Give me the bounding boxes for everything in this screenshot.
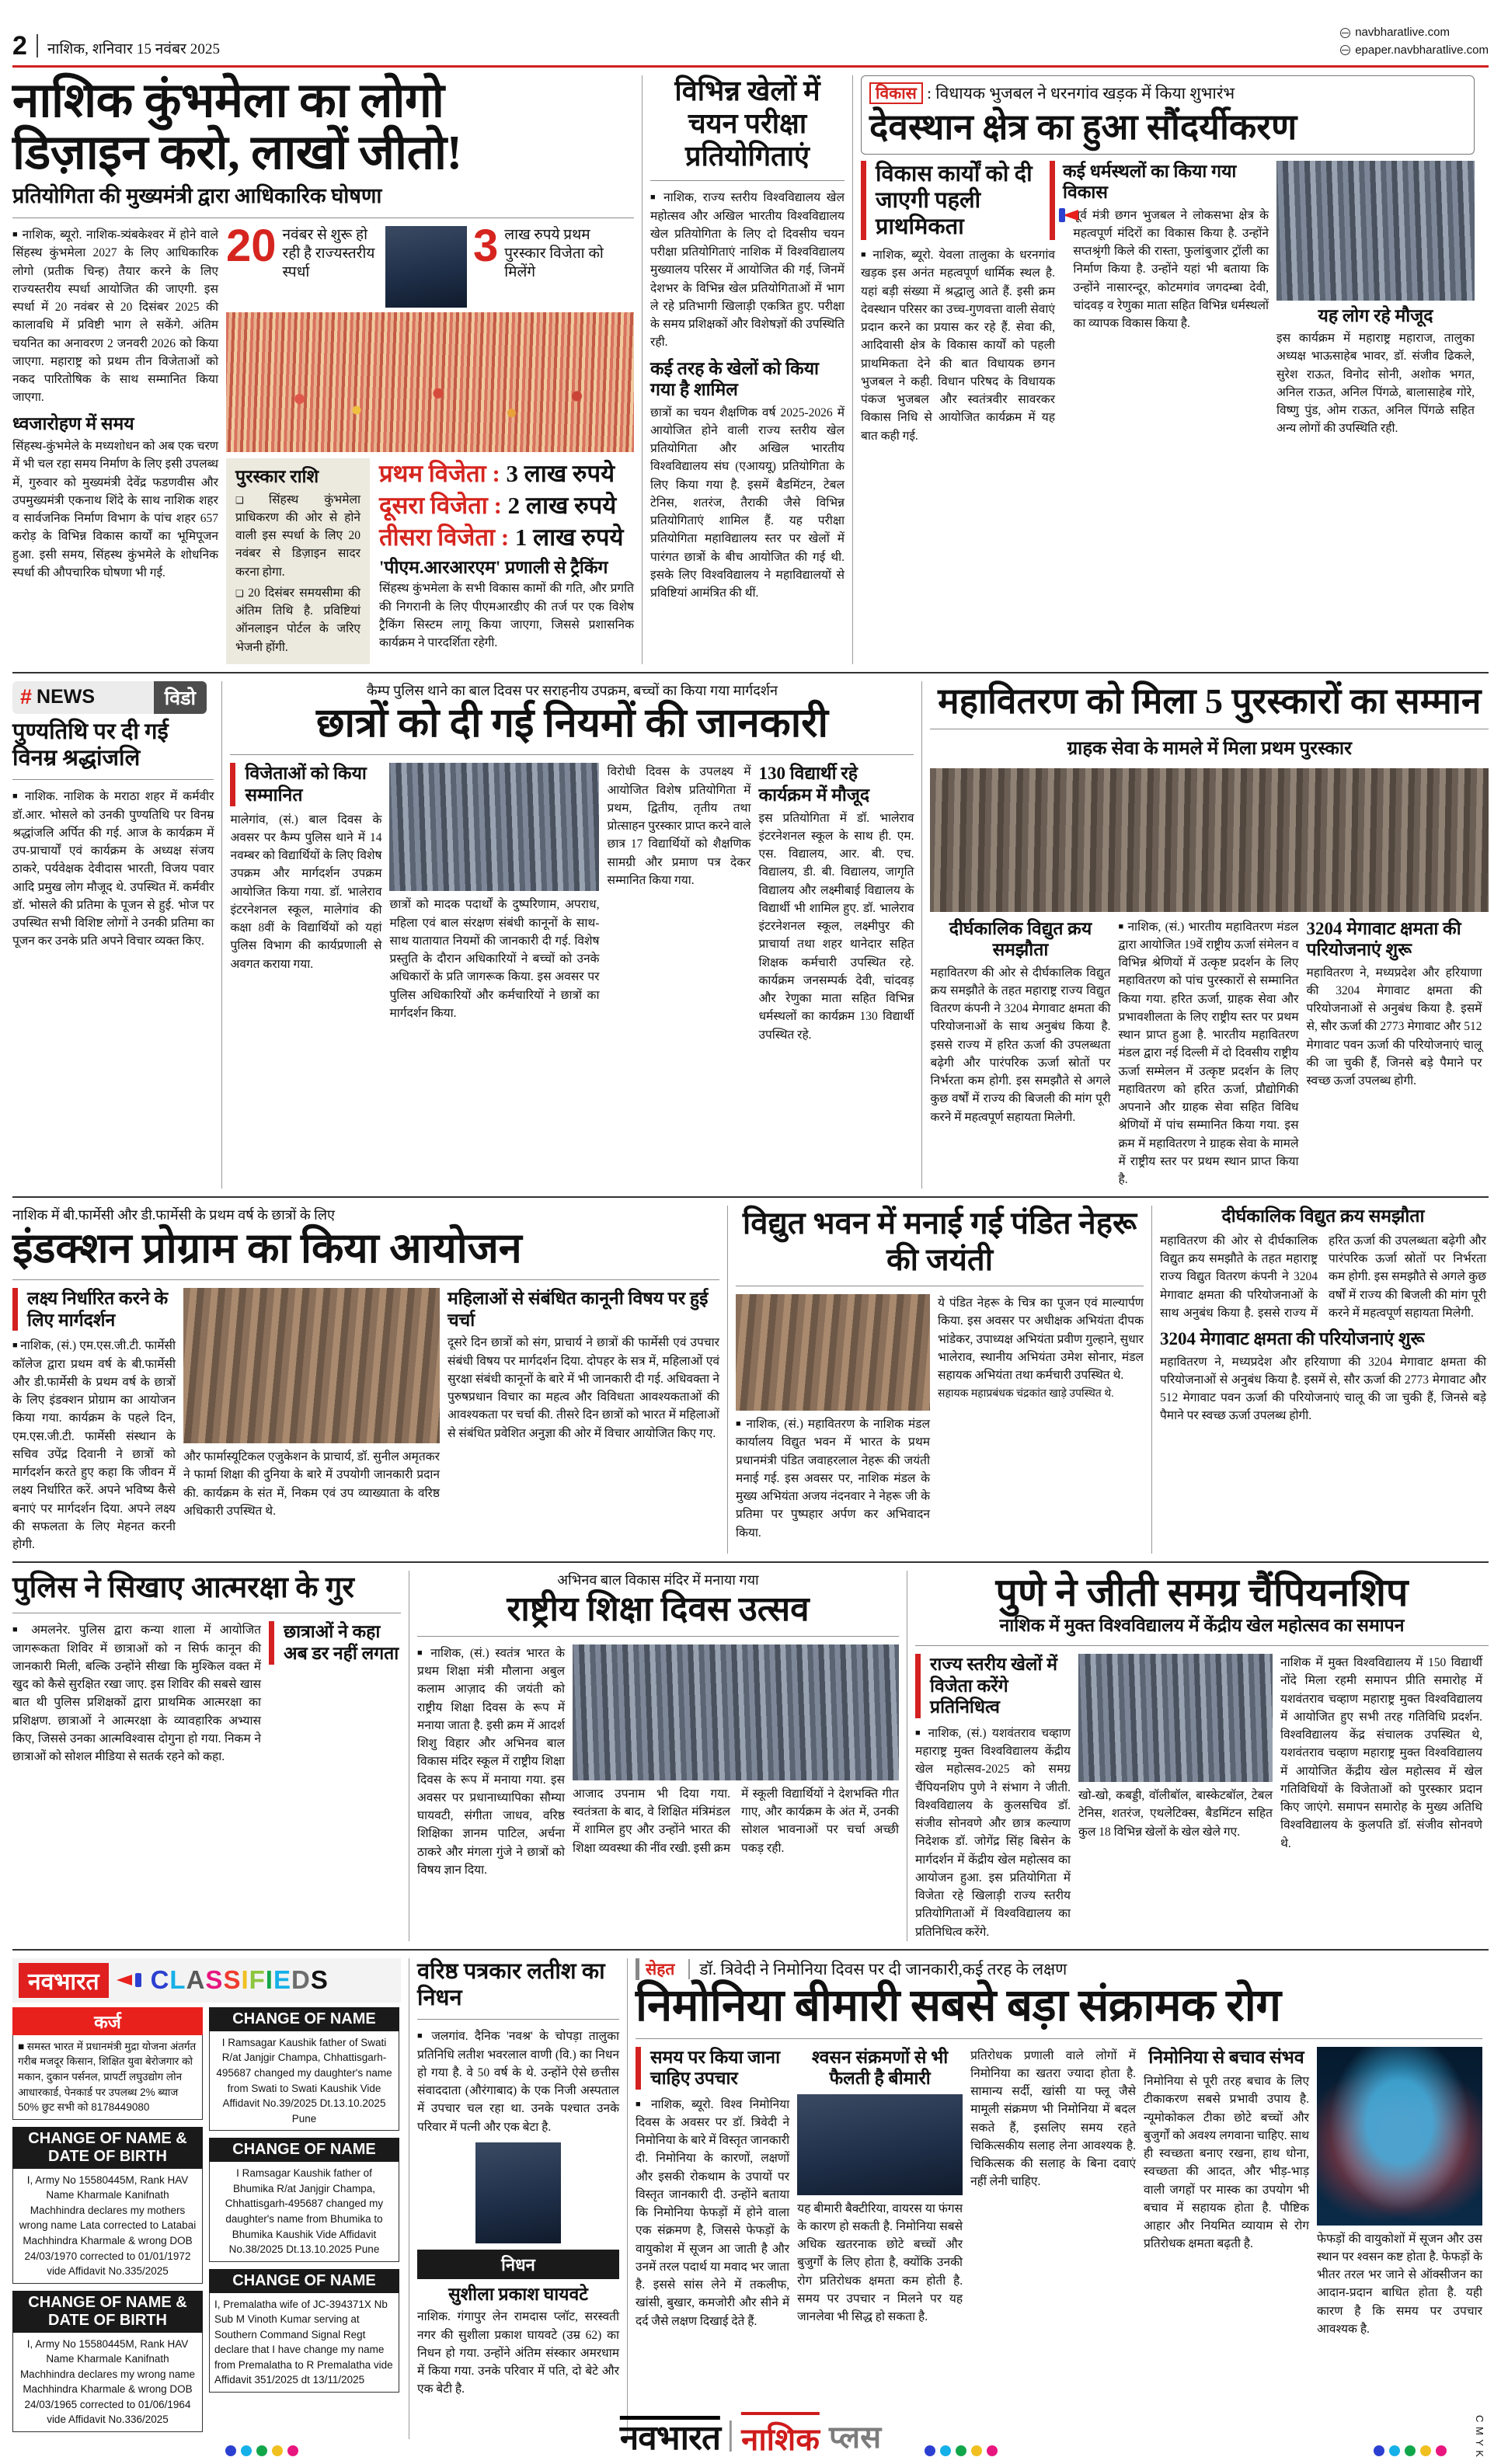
- classified-ad-head: CHANGE OF NAME: [209, 2269, 399, 2293]
- induction-headline: इंडक्शन प्रोग्राम का किया आयोजन: [12, 1224, 522, 1272]
- cls-letter: C: [150, 1965, 170, 1995]
- mv-cont-title: दीर्घकालिक विद्युत क्रय समझौता: [1221, 1206, 1425, 1227]
- stat-2-number: 3: [473, 221, 499, 271]
- column-separator: [221, 681, 222, 1188]
- lead-subhead: प्रतियोगिता की मुख्यमंत्री द्वारा आधिकारिक घोषणा: [12, 183, 382, 207]
- rule: [12, 779, 214, 780]
- induction-body2: दूसरे दिन छात्रों को संग, प्राचार्य ने छात्रों की फार्मेसी एवं उपचार संबंधी विषय पर मार्गदर्शन दिया. दोपहर के सत्र में, महिलाओं एवं सुरक्षा संबंधी कानूनों के बारे में भी जानकारी दी गई. अधिवक्ता ने पुरुषप्रधान विचार का महत्व और विविधता आवश्यकताओं की आवश्यकता पर चर्चा की. तीसरे दिन छात्रों को भारत में महिलाओं से संबंधित प्रवेशित अनुज्ञा की ओर में विचार आयोजित किए गए.: [448, 1336, 719, 1440]
- rule: [650, 180, 845, 181]
- prize-value: 1 लाख रुपये: [514, 523, 624, 551]
- shraddhanjali-headline: पुण्यतिथि पर दी गई विनम्र श्रद्धांजलि: [12, 719, 169, 771]
- classified-ad: [209, 2138, 399, 2261]
- induction-sub2-title: महिलाओं से संबंधित कानूनी विषय पर हुई चर्चा: [448, 1289, 709, 1330]
- hash-icon: #: [20, 685, 33, 709]
- pune-story: [915, 1571, 1489, 1941]
- classified-ad-body: I, Premalatha wife of JC-394371X Nb Sub M Vinoth Kumar serving at Southern Command Signal Regt declare that I have change my name from Premalatha to R Premalatha vide Affidavit 351/2025 dt 13/11/2025: [209, 2293, 399, 2393]
- prize-label: तीसरा विजेता :: [379, 523, 510, 551]
- rule: [12, 1279, 719, 1280]
- atmaraksha-callout-text: छात्राओं ने कहा अब डर नहीं लगता: [284, 1622, 399, 1663]
- rule: [636, 2038, 1482, 2039]
- induction-body3: और फार्मास्यूटिकल एजुकेशन के प्राचार्य, डॉ. सुनील अमृतकर ने फार्मा शिक्षा की दुनिया के बारे में उपयोगी जानकारी प्रदान की. कार्यक्रम के संत में, निकम एवं उप व्याख्याता के वरिष्ठ अधिकारी उपस्थित थे.: [183, 1450, 440, 1518]
- health-kicker-row: [636, 1958, 1482, 1980]
- sports-sub-body: छात्रों का चयन शैक्षणिक वर्ष 2025-2026 में आयोजित होने वाली राज्य स्तरीय खेल प्रतियोगिता और अखिल भारतीय विश्वविद्यालय संघ (एआययू) प्रतियोगिता के लिए किया गया है. इसमें बैडमिंटन, टेबल टेनिस, शतरंज, तैराकी जैसे विभिन्न प्रतियोगिताएं शामिल हैं. यह परीक्षा प्रतियोगिता महाविद्यालय स्तर पर खेलों में पारंगत छात्रों के बीच आयोजित की गई थी. इसके लिए विश्वविद्यालय ने महाविद्यालयों से प्रविष्टियां आमंत्रित की थीं.: [650, 405, 845, 600]
- nehru-body: ■ नाशिक, (सं.) महावितरण के नाशिक मंडल कार्यालय विद्युत भवन में भारत के प्रथम प्रधानमंत्री पंडित जवाहरलाल नेहरू की जयंती मनाई गई. इस अवसर पर, नाशिक मंडल के मुख्य अभियंता अजय नंदनवार ने नेहरू जी के प्रतिमा पर पुष्पहार अर्पण कर अभिवादन किया.: [736, 1415, 930, 1542]
- vikas-left-col: [861, 161, 1055, 445]
- induction-content-row: [12, 1288, 719, 1554]
- mv-cont-sub-body: महावितरण ने, मध्यप्रदेश और हरियाणा की 3204 मेगावाट क्षमता की परियोजनाओं से अनुबंध किया है. इसमें से, सौर ऊर्जा की 2773 मेगावाट और 512 मेगावाट पवन ऊर्जा की परियोजनाएं चालू की जा चुकी हैं, जिनसे बड़े पैमाने पर स्वच्छ ऊर्जा उपलब्ध होगी.: [1160, 1355, 1486, 1423]
- mahavitaran-body: ■ नाशिक, (सं.) भारतीय महावितरण मंडल द्वारा आयोजित 19वें राष्ट्रीय ऊर्जा संमेलन व विभिन्न श्रेणियों में उत्कृष्ट प्रदर्शन के लिए महावितरण को पांच पुरस्कारों से सम्मानित किया गया. हरित ऊर्जा, ग्राहक सेवा और प्रभावशीलता के लिए राष्ट्रीय स्तर पर प्रथम स्थान प्राप्त हुआ है. भारतीय महावितरण मंडल द्वारा नई दिल्ली में दो दिवसीय राष्ट्रीय ऊर्जा सम्मेलन में उत्कृष्ट प्रदर्शन के लिए महावितरण को हरित ऊर्जा, प्रौद्योगिकी अपनाने और ग्राहक सेवा सहित विविध श्रेणियों में पांच सम्मानित किया गया. इस क्रम में महावितरण ने ग्राहक सेवा के मामले में राष्ट्रीय स्तर पर प्रथम स्थान प्राप्त किया है.: [1118, 918, 1298, 1189]
- classifieds-logo: नवभारत: [19, 1963, 109, 1998]
- vikas-callout: [861, 161, 1055, 241]
- mahavitaran-headline: महावितरण को मिला 5 पुरस्कारों का सम्मान: [938, 680, 1482, 721]
- health-tag: सेहत: [636, 1958, 679, 1980]
- mahavitaran-sub1-title: दीर्घकालिक विद्युत क्रय समझौता: [949, 918, 1092, 960]
- classified-ad: [12, 2007, 203, 2120]
- health-col-4: [1144, 2047, 1309, 2339]
- chhatron-col-3: [607, 763, 750, 1043]
- induction-story: [12, 1206, 719, 1554]
- stat-1-number: 20: [226, 221, 277, 271]
- journalist-headline: वरिष्ठ पत्रकार लतीश का निधन: [417, 1958, 605, 2011]
- chhatron-body2: विरोधी दिवस के उपलक्ष्य में आयोजित विशेष प्रतियोगिता में प्रथम, द्वितीय, तृतीय तथा प्रोत्साहन पुरस्कार प्राप्त करने वाले छात्र 17 विद्यार्थियों को शैक्षणिक सामग्री और प्रमाण पत्र देकर सम्मानित किया गया.: [607, 765, 751, 887]
- classified-ad-head: CHANGE OF NAME & DATE OF BIRTH: [12, 2127, 203, 2169]
- masthead-red-rule: [12, 65, 1489, 68]
- vikas-kicker: [869, 82, 1466, 104]
- shiksha-row: [417, 1644, 899, 1879]
- cls-letter: A: [186, 1965, 206, 1995]
- mahavitaran-continued: [1160, 1206, 1486, 1554]
- prize-amount-box: [226, 458, 370, 664]
- obit-body: नाशिक. गंगापुर लेन रामदास प्लॉट, सरस्वती नगर की सुशीला प्रकाश घायवटे (उम्र 62) का निधन हो गया. उन्होंने अंतिम संस्कार अमरधाम में किया गया. उनके परिवार में पति, दो बेटे और एक बेटी है.: [417, 2310, 619, 2396]
- mahavitaran-col-1: [930, 918, 1110, 1189]
- rule: [230, 754, 914, 755]
- mv-cont-sub-title: 3204 मेगावाट क्षमता की परियोजनाएं शुरू: [1160, 1329, 1425, 1349]
- health-body: ■ नाशिक, ब्यूरो. विश्व निमोनिया दिवस के अवसर पर डॉ. त्रिवेदी ने निमोनिया के बारे में विस्तृत जानकारी दी. निमोनिया के कारणों, लक्षणों और इसकी रोकथाम के उपायों पर विस्तृत जानकारी दी. उन्होंने बताया कि निमोनिया फेफड़ों में होने वाला एक संक्रमण है, जिससे फेफड़ों के वायुकोश में सूजन आ जाती है और उनमें तरल पदार्थ या मवाद भर जाता है. इससे सांस लेने में तकलीफ, खांसी, बुखार, कमजोरी और सीने में दर्द जैसे लक्षण दिखाई देते हैं.: [636, 2096, 789, 2330]
- vikas-tag-line: : विधायक भुजबल ने धरनगांव खड़क में किया शुभारंभ: [927, 84, 1235, 103]
- prize-label: दूसरा विजेता :: [379, 491, 502, 519]
- news-label: NEWS: [37, 686, 96, 708]
- chhatron-col-4: [758, 763, 914, 1043]
- news-video-column: [12, 681, 214, 1188]
- kumbh-crowd-photo: [226, 312, 634, 452]
- website-row-1[interactable]: [1340, 24, 1489, 42]
- chhatron-col-1: [230, 763, 381, 1043]
- column-separator: [1151, 1206, 1152, 1554]
- mahavitaran-sub1-body: महावितरण की ओर से दीर्घकालिक विद्युत क्रय समझौते के तहत महाराष्ट्र राज्य विद्युत वितरण कंपनी ने 3204 मेगावाट क्षमता की परियोजनाओं के साथ अनुबंध किया है. इससे राज्य में हरित ऊर्जा की उपलब्धता बढ़ेगी और पारंपरिक ऊर्जा स्रोतों पर निर्भरता कम होगी. इस समझौते से अगले कुछ वर्षों में राज्य की बिजली की मांग पूरी करने में महत्वपूर्ण सहायता मिलेगी.: [930, 966, 1111, 1124]
- page-number: 2: [12, 31, 27, 61]
- website-row-2[interactable]: [1340, 42, 1489, 60]
- atmaraksha-callout: [269, 1621, 401, 1664]
- sports-body: ■ नाशिक, राज्य स्तरीय विश्वविद्यालय खेल महोत्सव और अखिल भारतीय विश्वविद्यालय खेल प्रतियोगिता के लिए दो दिवसीय चयन परीक्षा प्रतियोगिताएं नाशिक में विश्वविद्यालय मुख्यालय परिसर में आयोजित की गई, जिनमें देशभर के विभिन्न खेल प्रतियोगिताओं में भाग ले रहे प्रतिभागी खिलाड़ी एकत्रित हुए. परीक्षा के समय प्रशिक्षकों और विशेषज्ञों की उपस्थिति रही.: [650, 189, 845, 351]
- lead-stats-row: [226, 221, 634, 308]
- prize-value: 2 लाख रुपये: [507, 491, 617, 519]
- column-separator: [921, 681, 922, 1188]
- atmaraksha-callout-col: [269, 1621, 401, 1766]
- globe-icon: [1340, 45, 1350, 55]
- cls-letter: I: [265, 1965, 273, 1995]
- pune-body2: नाशिक में मुक्त विश्वविद्यालय में 150 विद्यार्थी नोंदे मिला रहमी समापन प्रीति समारोह में यशवंतराव चव्हाण महाराष्ट्र मुक्त विश्वविद्यालय में आयोजित हुए सभी तरह गतिविधि प्रदर्शन. विश्वविद्यालय केंद्र संचालक उपस्थित थे, यशवंतराव चव्हाण महाराष्ट्र मुक्त विश्वविद्यालय में आयोजित केंद्रीय खेल महोत्सव में खेल गतिविधियों के विजेताओं को पुरस्कार प्रदान किए जाएंगे. समापन समारोह के मुख्य अतिथि विश्वविद्यालय के कुलपति डॉ. संजीव सोनवणे थे.: [1280, 1656, 1482, 1850]
- shiksha-kicker: अभिनव बाल विकास मंदिर में मनाया गया: [557, 1572, 759, 1589]
- health-content-row: [636, 2047, 1482, 2339]
- stat-block-2: [473, 221, 632, 281]
- vikas-sub-row: [1063, 207, 1269, 333]
- sports-headline: विभिन्न खेलों में चयन परीक्षा प्रतियोगिताएं: [674, 75, 820, 172]
- vikas-right-col: [1276, 161, 1475, 445]
- chhatron-photo: [389, 763, 599, 891]
- health-kicker: डॉ. त्रिवेदी ने निमोनिया दिवस पर दी जानकारी,कई तरह के लक्षण: [699, 1959, 1067, 1979]
- classified-ad-body: I, Army No 15580445M, Rank HAV Name Kharmale Kanifnath Machhindra declares my wrong name Machhindra Kharmale & wrong DOB 24/03/1965 corrected to 01/06/1964 vide Affidavit No.336/2025: [12, 2333, 203, 2432]
- doctor-photo: [797, 2094, 963, 2195]
- nehru-content-row: [736, 1294, 1144, 1542]
- megaphone-icon: [1063, 207, 1067, 224]
- section-rule: [12, 1949, 1489, 1951]
- nehru-caption: सहायक महाप्रबंधक चंद्रकांत खाड़े उपस्थित थे.: [938, 1388, 1114, 1401]
- pune-col-3: [1280, 1654, 1482, 1941]
- pune-col-1: [915, 1654, 1071, 1941]
- lead-headline-line1: नाशिक कुंभमेला का लोगो: [12, 75, 444, 127]
- health-col-2: [797, 2047, 963, 2339]
- prize-box-item-1: ❑ सिंहस्थ कुंभमेला प्राधिकरण की ओर से होने वाली इस स्पर्धा के लिए 20 नवंबर से डिज़ाइन सादर करना होगा.: [235, 492, 360, 579]
- masthead-logo-group: [620, 2412, 881, 2459]
- edition-name: नाशिक: [741, 2412, 820, 2459]
- section-rule: [12, 672, 1489, 673]
- cls-letter: D: [291, 1965, 311, 1995]
- color-registration-mid: [925, 2445, 998, 2456]
- column-separator: [642, 75, 643, 664]
- shraddhanjali-body: ■ नाशिक. नाशिक के मराठा शहर में कर्मवीर डॉ.आर. भोसले को उनकी पुण्यतिथि पर विनम्र श्रद्धांजलि अर्पित की गई. आज के कार्यक्रम में उप-प्राचार्यों एवं कार्यक्रम के अध्यक्ष संजय ठाकरे, पर्यवेक्षक देवीदास भारती, विजय पवार आदि प्रमुख लोग मौजूद थे. उपस्थित में. कर्मवीर डॉ. भोसले की प्रतिमा के पूजन से हुई. भोज पर उपस्थित सभी विशिष्ट लोगों ने उनकी प्रतिमा का पूजन कर उनके प्रति अपने विचार व्यक्त किए.: [12, 788, 214, 950]
- section-rule: [12, 1196, 1489, 1198]
- kicker-divider: [688, 1959, 690, 1979]
- vikas-sub-title: कई धर्मस्थलों का किया गया विकास: [1063, 161, 1237, 203]
- health-col-3: [970, 2047, 1136, 2339]
- classified-ad: [209, 2007, 399, 2131]
- sports-sub-title: कई तरह के खेलों को किया गया है शामिल: [650, 358, 820, 400]
- stat-2-text: लाख रुपये प्रथम पुरस्कार विजेता को मिलेंगे: [504, 227, 604, 280]
- obit-name: सुशीला प्रकाश घायवटे: [448, 2284, 588, 2304]
- vikas-headline: देवस्थान क्षेत्र का हुआ सौंदर्यीकरण: [869, 107, 1297, 147]
- classified-ad: [12, 2291, 203, 2432]
- classified-ad-head: CHANGE OF NAME: [209, 2138, 399, 2162]
- prize-label: प्रथम विजेता :: [379, 460, 500, 487]
- news-video-chip[interactable]: [12, 681, 207, 714]
- chhatron-sub1-body: मालेगांव, (सं.) बाल दिवस के अवसर पर कैम्प पुलिस थाने में 14 नवम्बर को विद्यार्थियों के लिए विशेष उपक्रम और मार्गदर्शन उपक्रम आयोजित किया गया. डॉ. भालेराव इंटरनेशनल स्कूल, मालेगांव की कक्षा 8वीं के विद्यार्थियों को यहां पुलिस विभाग की कार्यप्रणाली से अवगत कराया गया.: [230, 813, 382, 971]
- cm-portrait-photo: [385, 226, 467, 308]
- rule: [915, 1645, 1489, 1646]
- lungs-illustration: [1317, 2047, 1482, 2226]
- tracking-body: सिंहस्थ कुंभमेला के सभी विकास कामों की गति, और प्रगति की निगरानी के लिए पीएमआरडीए की तर्ज पर एक विशेष ट्रैकिंग सिस्टम लागू किया जाएगा, जिससे प्रशासनिक कार्यक्रम ने पारदर्शिता रहेगी.: [379, 582, 634, 650]
- classified-ad-head: कर्ज: [12, 2007, 203, 2035]
- induction-callout: [12, 1288, 176, 1331]
- cls-letter: L: [169, 1965, 186, 1995]
- lead-story: [12, 75, 634, 664]
- induction-col-2: [183, 1288, 440, 1554]
- nehru-headline: विद्युत भवन में मनाई गई पंडित नेहरू की जयंती: [742, 1206, 1137, 1277]
- mahavitaran-sub2-title: 3204 मेगावाट क्षमता की परियोजनाएं शुरू: [1306, 918, 1461, 960]
- prize-list: [379, 458, 634, 652]
- classified-ad-body: I Ramsagar Kaushik father of Swati R/at Janjgir Champa, Chhattisgarh- 495687 changed my daughter's name from Swati to Swati Kaushik Vide Affidavit No.39/2025 Dt.13.10.2025 Pune: [209, 2031, 399, 2131]
- classified-ad: [209, 2269, 399, 2393]
- classified-ad-body: I Ramsagar Kaushik father of Bhumika R/at Janjgir Champa, Chhattisgarh-495687 changed my daughter's name from Bhumika to Bhumika Kaushik Vide Affidavit No.38/2025 Dt.13.10.2025 Pune: [209, 2162, 399, 2261]
- prize-box-item-2: ❑ 20 दिसंबर समयसीमा की अंतिम तिथि है. प्रविष्टियां ऑनलाइन पोर्टल के जरिए भेजनी होंगी.: [235, 586, 360, 654]
- vikas-callout-text: विकास कार्यों को दी जाएगी पहली प्राथमिकता: [876, 161, 1033, 239]
- health-col-1: [636, 2047, 789, 2339]
- column-separator: [727, 1206, 728, 1554]
- nehru-col-1: [736, 1294, 930, 1542]
- shiksha-col-1: [417, 1644, 565, 1879]
- color-registration-right: [1374, 2445, 1447, 2456]
- classifieds-section: [12, 1958, 401, 2439]
- video-label[interactable]: विडो: [154, 681, 207, 714]
- atmaraksha-row: [12, 1621, 401, 1766]
- fourth-block: [12, 1571, 1489, 1941]
- induction-body: ■ नाशिक, (सं.) एम.एस.जी.टी. फार्मेसी कॉलेज द्वारा प्रथम वर्ष के बी.फार्मेसी और डी.फार्मेसी के प्रथम वर्ष के छात्रों के लिए इंडक्शन प्रोग्राम का आयोजन किया गया. कार्यक्रम के पहले दिन, एम.एस.जी.टी. फार्मेसी संस्थान के सचिव उपेंद्र दिवानी ने छात्रों को मार्गदर्शन करते हुए कहा कि जीवन में लक्ष्य निर्धारित करें. अपने भविष्य कैसे बनाएं पर मार्गदर्शन दिया. अपने लक्ष्य की सफलता के लिए मेहनत करनी होगी.: [12, 1337, 176, 1554]
- chhatron-sub1-callout: [230, 763, 381, 806]
- column-separator: [627, 1958, 628, 2439]
- edition-suffix: प्लस: [828, 2420, 882, 2455]
- masthead-left: [12, 33, 220, 59]
- prize-item-text: सिंहस्थ कुंभमेला प्राधिकरण की ओर से होने वाली इस स्पर्धा के लिए 20 नवंबर से डिज़ाइन सादर करना होगा.: [235, 492, 360, 579]
- cmyk-marks: C M Y K: [1474, 2415, 1485, 2458]
- health-body3: प्रतिरोधक प्रणाली वाले लोगों में निमोनिया का खतरा ज्यादा होता है. सामान्य सर्दी, खांसी या फ्लू जैसे मामूली संक्रमण भी निमोनिया में बदल सकते हैं, इसलिए समय रहते चिकित्सकीय सलाह लेना आवश्यक है. चिकित्सक की सलाह के बिना दवाएं नहीं लेनी चाहिए.: [970, 2048, 1137, 2189]
- prize-row: [226, 458, 634, 664]
- shiksha-body2: आजाद उपनाम भी दिया गया. स्वतंत्रता के बाद, वे शिक्षित मंत्रिमंडल में शामिल हुए और उन्होंने भारत की शिक्षा व्यवस्था की नींव रखी. इसी क्रम में स्कूली विद्यार्थियों ने देशभक्ति गीत गाए, और कार्यक्रम के अंत में, उनकी सोशल भावनाओं पर चर्चा अच्छी पकड़ रही.: [573, 1787, 899, 1855]
- news-chip-left[interactable]: [12, 681, 154, 714]
- chhatron-col-2: [389, 763, 599, 1043]
- prize-row-1: [379, 458, 634, 490]
- health-body4: निमोनिया से पूरी तरह बचाव के लिए टीकाकरण सबसे प्रभावी उपाय है. न्यूमोकोकल टीका छोटे बच्चों और बुजुर्गों को अवश्य लगवाना चाहिए. साथ ही स्वच्छता बनाए रखना, हाथ धोना, स्वच्छता की आदत, और भीड़-भाड़ वाली जगहों पर मास्क का उपयोग भी बचाव में सहायक होता है. पौष्टिक आहार और नियमित व्यायाम से रोग प्रतिरोधक क्षमता बढ़ती है.: [1144, 2075, 1310, 2251]
- lead-body-row: [12, 221, 634, 664]
- cls-letter: S: [205, 1965, 224, 1995]
- nehru-photo: [736, 1294, 930, 1411]
- health-sub1: श्वसन संक्रमणों से भी फैलती है बीमारी: [811, 2047, 949, 2089]
- shiksha-story: [417, 1571, 899, 1941]
- health-col-5: [1317, 2047, 1482, 2339]
- mahavitaran-sub2-body: महावितरण ने, मध्यप्रदेश और हरियाणा की 3204 मेगावाट क्षमता की परियोजनाओं से अनुबंध किया है. इसमें से, सौर ऊर्जा की 2773 मेगावाट और 512 मेगावाट पवन ऊर्जा की परियोजनाएं चालू की जा चुकी हैं, जिनसे बड़े पैमाने पर स्वच्छ ऊर्जा उपलब्ध होगी.: [1306, 966, 1482, 1088]
- stat-1-text: नवंबर से शुरू हो रही है राज्यस्तरीय स्पर्धा: [282, 227, 375, 280]
- chhatron-sub2-body: इस प्रतियोगिता में डॉ. भालेराव इंटरनेशनल स्कूल के साथ ही. एम. एस. विद्यालय, आर. बी. एच. विद्यालय, डी. बी. विद्यालय, जागृति विद्यालय और लक्ष्मीबाई विद्यालय के विद्यार्थी भी शामिल हुए. डॉ. भालेराव इंटरनेशनल स्कूल, लक्ष्मीपुर की प्राचार्या तथा शहर थानेदार सहित शिक्षक कर्मचारी उपस्थित रहे. कार्यक्रम जनसम्पर्क देवी, चांदवड़ और रेणुका माता सहित विभिन्न धर्मस्थलों का कार्यक्रम 130 विद्यार्थी उपस्थित रहे.: [758, 811, 914, 1042]
- mahavitaran-col-2: [1118, 918, 1298, 1189]
- journalist-body: ■ जलगांव. दैनिक 'नवश्र' के चोपड़ा तालुका प्रतिनिधि लतीश भवरलाल वाणी (वि.) का निधन हो गया है. वे 50 वर्ष के थे. उन्होंने ऐसे छत्तीस संवाददाता (औरंगाबाद) के एक निजी अस्पताल में उपचार चल रहा था. उनके पश्चात उनके परिवार में पत्नी और एक बेटा है.: [417, 2027, 619, 2136]
- vikas-content-row: [861, 161, 1475, 445]
- vikas-photo-caption: यह लोग रहे मौजूद: [1318, 305, 1433, 325]
- pune-row: [915, 1654, 1489, 1941]
- section-rule: [12, 1561, 1489, 1563]
- rule: [417, 2019, 619, 2020]
- classifieds-banner: [12, 1958, 401, 2003]
- megaphone-icon: [117, 1972, 143, 1989]
- mahavitaran-subhead: ग्राहक सेवा के मामले में मिला प्रथम पुरस्कार: [1067, 739, 1352, 760]
- lead-visual-column: [226, 221, 634, 664]
- tracking-title: 'पीएम.आरआरएम' प्रणाली से ट्रैकिंग: [379, 557, 608, 577]
- induction-kicker: नाशिक में बी.फार्मेसी और डी.फार्मेसी के प्रथम वर्ष के छात्रों के लिए: [12, 1207, 336, 1223]
- atmaraksha-story: [12, 1571, 401, 1941]
- health-headline: निमोनिया बीमारी सबसे बड़ा संक्रामक रोग: [636, 1979, 1281, 2031]
- chhatron-story: [230, 681, 914, 1188]
- classifieds-col-1: [12, 2007, 203, 2439]
- lead-sub-title: ध्वजारोहण में समय: [12, 413, 134, 433]
- pune-callout: [915, 1654, 1071, 1718]
- logo-divider: [730, 2420, 732, 2452]
- vikas-mid-col: [1063, 161, 1269, 445]
- pune-headline: पुणे ने जीती समग्र चैंपियनशिप: [995, 1571, 1409, 1615]
- shiksha-headline: राष्ट्रीय शिक्षा दिवस उत्सव: [507, 1589, 810, 1628]
- classifieds-word: [151, 1965, 329, 1995]
- mahavitaran-story: [930, 681, 1489, 1188]
- pune-col-2: [1078, 1654, 1273, 1941]
- health-body2: यह बीमारी बैक्टीरिया, वायरस या फंगस के कारण हो सकती है. निमोनिया सबसे अधिक खतरनाक छोटे बच्चों और बुजुर्गों के लिए होता है, क्योंकि उनकी रोग प्रतिरोधक क्षमता कम होती है. समय पर उपचार न मिलने पर यह जानलेवा भी सिद्ध हो सकता है.: [797, 2201, 963, 2324]
- chhatron-content-row: [230, 763, 914, 1043]
- mv-cont-body: महावितरण की ओर से दीर्घकालिक विद्युत क्रय समझौते के तहत महाराष्ट्र राज्य विद्युत वितरण कंपनी ने 3204 मेगावाट क्षमता की परियोजनाओं के साथ अनुबंध किया है. इससे राज्य में हरित ऊर्जा की उपलब्धता बढ़ेगी और पारंपरिक ऊर्जा स्रोतों पर निर्भरता कम होगी. इस समझौते से अगले कुछ वर्षों में राज्य की बिजली की मांग पूरी करने में महत्वपूर्ण सहायता मिलेगी.: [1160, 1234, 1486, 1320]
- classified-ad-body: ■ समस्त भारत में प्रधानमंत्री मुद्रा योजना अंतर्गत गरीब मजदूर किसान, शिक्षित युवा बेरोजगार को मकान, दुकान पर्सनल, प्रापर्टी लघुउद्योग लोन आधारकार्ड, पेनकार्ड पर उपलब्ध 2% ब्याज 50% छुट सभी को 8178449080: [12, 2035, 203, 2120]
- cls-letter: S: [223, 1965, 242, 1995]
- shiksha-photo: [573, 1644, 899, 1780]
- lead-headline-line2: डिज़ाइन करो, लाखों जीतो!: [12, 126, 462, 179]
- color-registration-left: [225, 2445, 298, 2456]
- stat-block-1: [226, 221, 385, 281]
- prize-value: 3 लाख रुपये: [506, 460, 615, 487]
- obituary-section: [417, 1958, 619, 2439]
- prize-box-title: पुरस्कार राशि: [235, 467, 319, 486]
- health-body5: फेफड़ों की वायुकोशों में सूजन और उस स्थान पर श्वसन कष्ट होता है. फेफड़ों के भीतर तरल भर जाने से ऑक्सीजन का आदान-प्रदान बाधित होता है. यही कारण है कि समय पर उपचार आवश्यक है.: [1317, 2232, 1482, 2336]
- pune-body: ■ नाशिक, (सं.) यशवंतराव चव्हाण महाराष्ट्र मुक्त विश्वविद्यालय केंद्रीय खेल महोत्सव-2025 को समग्र चैंपियनशिप पुणे ने संभाग ने जीती. विश्वविद्यालय के कुलसचिव डॉ. संजीव सोनवणे और छात्र कल्याण निदेशक डॉ. जोगेंद्र सिंह बिसेन के मार्गदर्शन में केंद्रीय खेल महोत्सव का आयोजन हुआ. इस प्रतियोगिता में विजेता रहे खिलाड़ी राज्य स्तरीय प्रतियोगिताओं में विश्वविद्यालय का प्रतिनिधित्व करेंगे.: [915, 1724, 1071, 1941]
- mahavitaran-col-3: [1306, 918, 1482, 1189]
- lead-body-text: ■ नाशिक, ब्यूरो. नाशिक-त्र्यंबकेश्वर में होने वाले सिंहस्थ कुंभमेला 2027 के लिए आधिकारिक लोगो (प्रतीक चिन्ह) तैयार करने के लिए राज्यस्तरीय स्पर्धा आयोजित की जाएगी. इस स्पर्धा में 20 नवंबर से 20 दिसंबर 2025 की कालावधि में प्रविष्टी भाग ले सकेंगे. अंतिम चयनित का अनावरण 2 जनवरी 2026 को किया जाएगा. महाराष्ट्र को प्रथम तीन विजेताओं को नकद पारितोषिक के साथ सम्मानित किया जाएगा.: [12, 226, 218, 407]
- column-separator: [852, 75, 853, 664]
- masthead-divider: [37, 34, 38, 57]
- induction-col-1: [12, 1288, 176, 1554]
- induction-sub-title: लक्ष्य निर्धारित करने के लिए मार्गदर्शन: [27, 1289, 169, 1330]
- health-story: [636, 1958, 1482, 2439]
- vikas-box: [861, 75, 1475, 155]
- edition-date: नाशिक, शनिवार 15 नवंबर 2025: [47, 41, 221, 57]
- prize-item-text: 20 दिसंबर समयसीमा की अंतिम तिथि है. प्रविष्टियां ऑनलाइन पोर्टल के जरिए भेजनी होंगी.: [235, 586, 360, 654]
- classified-ad-head: CHANGE OF NAME & DATE OF BIRTH: [12, 2291, 203, 2333]
- cls-letter: F: [249, 1965, 266, 1995]
- chhatron-headline: छात्रों को दी गई नियमों की जानकारी: [316, 701, 828, 747]
- pune-callout-text: राज्य स्तरीय खेलों में विजेता करेंगे प्रतिनिधित्व: [930, 1655, 1057, 1717]
- cls-letter: I: [241, 1965, 249, 1995]
- obit-heading: निधन: [417, 2250, 619, 2279]
- newspaper-logo: नवभारत: [620, 2416, 720, 2455]
- chhatron-sub1-title: विजेताओं को किया सम्मानित: [245, 764, 367, 805]
- journalist-photo: [475, 2142, 561, 2243]
- shiksha-col-2: [573, 1644, 899, 1879]
- nehru-story: [736, 1206, 1144, 1554]
- globe-icon: [1340, 28, 1350, 38]
- health-callout: [636, 2047, 789, 2090]
- third-block: [12, 1206, 1489, 1554]
- pune-photo: [1078, 1654, 1273, 1782]
- top-block: [12, 75, 1489, 664]
- mahavitaran-text-row: [930, 918, 1489, 1189]
- lead-sub-body: सिंहस्थ-कुंभमेले के मध्यशोधन को अब एक चरण में भी चल रहा समय निर्माण के लिए इसी उपलब्ध में, गुरुवार को मुख्यमंत्री देवेंद्र फडणवीस और उपमुख्यमंत्री एकनाथ शिंदे के साथ नाशिक शहर व सार्वजनिक निर्माण विभाग के पांच शहर 657 करोड़ के विभिन्न विकास कार्यों का भूमिपूजन हुआ. इसी समय, सिंहस्थ कुंभमेले के शोधनिक स्पर्धा की औपचारिक घोषणा भी गई.: [12, 440, 218, 579]
- nehru-body2: ये पंडित नेहरू के चित्र का पूजन एवं माल्यार्पण किया. इस अवसर पर अधीक्षक अभियंता दीपक भांडेकर, उपाध्यक्ष अभियंता प्रवीण गुल्हाने, सुधार भालेराव, स्थानीय अभियंता उमेश सोनार, मंडल सहायक अभियंता तथा कर्मचारी उपस्थित थे.: [938, 1296, 1144, 1383]
- vikas-story: [861, 75, 1475, 664]
- prize-row-2: [379, 490, 634, 522]
- nehru-col-2: [938, 1294, 1144, 1542]
- classifieds-columns: [12, 2007, 401, 2439]
- website-main: navbharatlive.com: [1355, 26, 1450, 39]
- classified-ad-body: I, Army No 15580445M, Rank HAV Name Kharmale Kanifnath Machhindra declares my mothers wrong name Lata corrected to Latabai Machhindra Kharmale & wrong DOB 24/03/1970 corrected to 01/01/1972 vide Affidavit No.335/2025: [12, 2169, 203, 2284]
- classifieds-col-2: [209, 2007, 399, 2439]
- sports-story: [650, 75, 845, 664]
- second-block: [12, 681, 1489, 1188]
- pune-body3: खो-खो, कबड्डी, वॉलीबॉल, बास्केटबॉल, टेबल टेनिस, शतरंज, एथलेटिक्स, बैडमिंटन सहित कुल 18 विभिन्न खेलों के खेल खेले गए.: [1078, 1789, 1273, 1839]
- atmaraksha-text: [12, 1621, 261, 1766]
- classified-ad-head: CHANGE OF NAME: [209, 2007, 399, 2031]
- rule: [417, 1636, 899, 1637]
- shiksha-body: ■ नाशिक, (सं.) स्वतंत्र भारत के प्रथम शिक्षा मंत्री मौलाना अबुल कलाम आज़ाद की जयंती को राष्ट्रीय शिक्षा दिवस के रूप में मनाया जाता है. इसी क्रम में आदर्श शिशु विहार और अभिनव बाल विकास मंदिर स्कूल में राष्ट्रीय शिक्षा दिवस के रूप में मनाया गया. इस अवसर पर प्रधानाध्यापिका सौम्या घायवटी, संगीता जाधव, वरिष्ठ शिक्षिका ज्ञानम पाटिल, अर्चना ठाकरे और मंगला गुंजे ने छात्रों को विषय ज्ञान दिया.: [417, 1644, 565, 1879]
- website-epaper: epaper.navbharatlive.com: [1355, 43, 1489, 57]
- induction-photo: [183, 1288, 440, 1443]
- vikas-sub-body: पूर्व मंत्री छगन भुजबल ने लोकसभा क्षेत्र के महत्वपूर्ण मंदिरों का विकास किया है. उन्होंने सप्तश्रृंगी किले की रास्ता, फुलांबुजार ट्रॉली का निर्माण किया है. उन्होंने यहां भी बताया कि उन्होंने नासारन्दूर, कोटमगांव जगदम्बा देवी, चांदवड़ व रेणुका माता सहित विभिन्न धर्मस्थलों का व्यापक विकास किया है.: [1073, 208, 1269, 331]
- bottom-block: [12, 1958, 1489, 2439]
- atmaraksha-body: ■ अमलनेर. पुलिस द्वारा कन्या शाला में आयोजित जागरूकता शिविर में छात्राओं को न सिर्फ कानून की जानकारी मिली, बल्कि उन्होंने सीखा कि मुश्किल वक्त में खुद को कैसे सुरक्षित रखा जाए. इस शिविर की सबसे खास बात थी पुलिस प्रशिक्षकों द्वारा प्राथमिक आत्मरक्षा का प्रशिक्षण. छात्राओं ने आत्मरक्षा के व्यावहारिक अभ्यास किए, जिससे उनका आत्मविश्वास दोगुना हो गया. निकम ने छात्राओं को सोशल मीडिया से सतर्क रहने को कहा.: [12, 1621, 261, 1766]
- vikas-event-photo: [1276, 161, 1475, 301]
- classified-ad: [12, 2127, 203, 2284]
- pune-subhead: नाशिक में मुक्त विश्वविद्यालय में केंद्रीय खेल महोत्सव का समापन: [999, 1616, 1405, 1636]
- atmaraksha-headline: पुलिस ने सिखाए आत्मरक्षा के गुर: [12, 1571, 354, 1605]
- health-sub2: निमोनिया से बचाव संभव: [1148, 2047, 1304, 2067]
- vikas-body: ■ नाशिक, ब्यूरो. येवला तालुका के धरनगांव खड़क इस अनंत महत्वपूर्ण धार्मिक स्थल है. यहां बड़ी संख्या में श्रद्धालु आते हैं. इसी क्रम देवस्थान परिसर का उच्च-गुणवत्ता वाली सेवाएं प्रदान करने का प्रयास कर रहे हैं. सेवा की, आदिवासी क्षेत्र के विकास कार्यों को पहली प्राथमिकता देने की बात विधायक छगन भुजबल ने कही. विधान परिषद के विधायक पंकज भुजबल और स्वतंत्रवीर सावरकर विकास निधि से आयोजित कार्यक्रम में यह बात कही गई.: [861, 246, 1055, 445]
- cls-letter: E: [273, 1965, 291, 1995]
- chhatron-body: छात्रों को मादक पदार्थों के दुष्परिणाम, अपराध, महिला एवं बाल संरक्षण संबंधी कानूनों के साथ-साथ यातायात नियमों की जानकारी दी गई. विशेष प्रस्तुति के दौरान अधिकारियों ने बच्चों को उनके अधिकारों के प्रति जागरूक किया. इस अवसर पर पुलिस अधिकारियों और कर्मचारियों ने छात्रों का मार्गदर्शन किया.: [389, 898, 600, 1020]
- prize-row-3: [379, 522, 634, 554]
- masthead-websites: [1340, 24, 1489, 59]
- health-callout-text: समय पर किया जाना चाहिए उपचार: [650, 2047, 781, 2089]
- lead-text-column: [12, 226, 218, 664]
- vikas-photo-caption-body: इस कार्यक्रम में महाराष्ट्र महाराज, तालुका अध्यक्ष भाऊसाहेब भावर, डॉ. संजीव ढिकले, सुरेश राऊत, विनोद सोनी, अशोक भगत, अनिल राऊत, अनिल पिंगळे, बालासाहेब गोरे, विष्णु पुंड, ओम राऊत, अनिल पिंगळे सहित अन्य लोगों की उपस्थिति रही.: [1276, 332, 1475, 436]
- chhatron-kicker: कैम्प पुलिस थाने का बाल दिवस पर सराहनीय उपक्रम, बच्चों का किया गया मार्गदर्शन: [366, 682, 778, 698]
- chhatron-sub2-title: 130 विद्यार्थी रहे कार्यक्रम में मौजूद: [758, 764, 870, 805]
- mahavitaran-award-photo: [930, 768, 1489, 912]
- vikas-tag: विकास: [869, 82, 923, 104]
- cls-letter: S: [310, 1965, 329, 1995]
- induction-col-3: [448, 1288, 719, 1554]
